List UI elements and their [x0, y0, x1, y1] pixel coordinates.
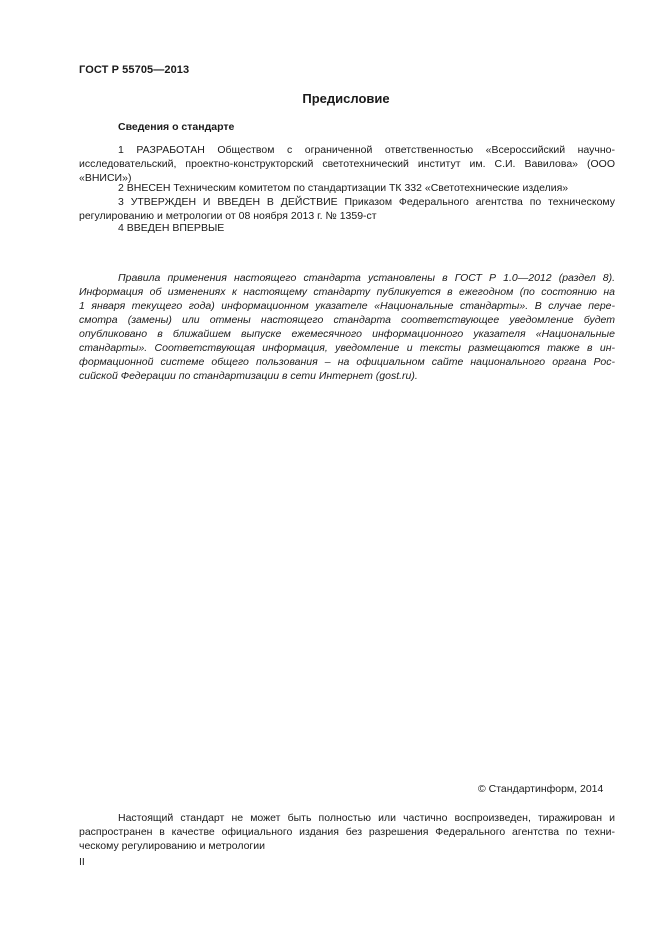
document-code: ГОСТ Р 55705—2013: [79, 64, 190, 76]
preface-item-2: [79, 181, 615, 195]
preface-item-3-line: регулированию и метрологии от 08 ноября 2013 г. № 1359-ст: [79, 210, 377, 222]
section-heading: Сведения о стандарте: [118, 121, 235, 133]
rules-note-line: сийской Федерации по стандартизации в сети Интернет (gost.ru).: [79, 370, 418, 382]
rules-note-line: Информация об изменениях к настоящему стандарту публикуется в ежегодном (по состоянию на: [79, 286, 615, 298]
preface-title: Предисловие: [302, 91, 390, 106]
preface-item-1: [79, 143, 615, 185]
page-number: II: [79, 856, 85, 868]
rules-note-line: опубликовано в ближайшем выпуске ежемесячного информационного указателя «Национальные: [79, 328, 615, 340]
preface-item-2-line: 2 ВНЕСЕН Техническим комитетом по стандартизации ТК 332 «Светотехнические изделия»: [118, 182, 569, 194]
rules-note: [79, 271, 615, 383]
preface-item-1-line: «ВНИСИ»): [79, 172, 132, 184]
rules-note-line: Правила применения настоящего стандарта установлены в ГОСТ Р 1.0—2012 (раздел 8).: [118, 272, 615, 284]
copyright-notice: © Стандартинформ, 2014: [478, 783, 604, 795]
preface-item-4-line: 4 ВВЕДЕН ВПЕРВЫЕ: [118, 222, 225, 234]
reproduction-notice-line: ческому регулированию и метрологии: [79, 840, 265, 852]
rules-note-line: формационной системе общего пользования – на официальном сайте национального органа Рос-: [79, 356, 615, 368]
rules-note-line: 1 января текущего года) информационном указателе «Национальные стандарты». В случае пере-: [79, 300, 615, 312]
rules-note-line: стандарты». Соответствующая информация, уведомление и тексты размещаются также в ин-: [79, 342, 615, 354]
reproduction-notice-line: распространен в качестве официального издания без разрешения Федерального агентства по техни-: [79, 826, 615, 838]
rules-note-line: смотра (замены) или отмены настоящего стандарта соответствующее уведомление будет: [79, 314, 615, 326]
preface-item-4: [79, 221, 615, 235]
preface-item-3-line: 3 УТВЕРЖДЕН И ВВЕДЕН В ДЕЙСТВИЕ Приказом Федерального агентства по техническому: [118, 196, 615, 208]
preface-item-3: [79, 195, 615, 223]
preface-item-1-line: 1 РАЗРАБОТАН Обществом с ограниченной ответственностью «Всероссийский научно-: [118, 144, 615, 156]
preface-item-1-line: исследовательский, проектно-конструкторский светотехнический институт им. С.И. Вавилова» (ООО: [79, 158, 615, 170]
reproduction-notice: [79, 811, 615, 853]
reproduction-notice-line: Настоящий стандарт не может быть полностью или частично воспроизведен, тиражирован и: [118, 812, 615, 824]
